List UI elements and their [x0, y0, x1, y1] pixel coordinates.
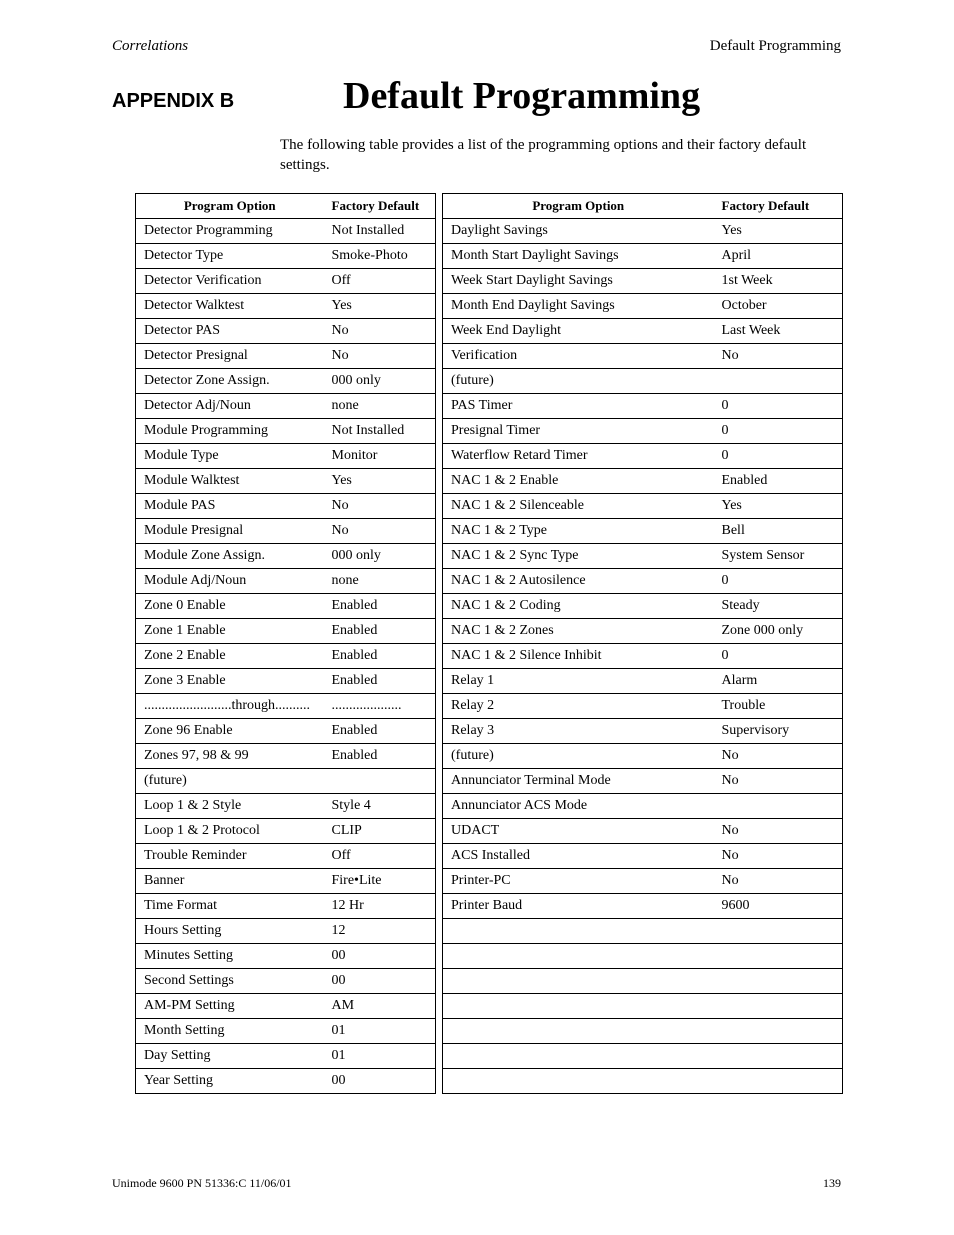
- column-header-factory-default: Factory Default: [324, 194, 436, 219]
- default-cell: No: [324, 319, 436, 344]
- option-cell: Detector Presignal: [136, 344, 324, 369]
- column-divider: [436, 469, 443, 494]
- default-cell: [714, 1044, 843, 1069]
- default-cell: none: [324, 394, 436, 419]
- table-row: [136, 844, 843, 869]
- column-divider: [436, 944, 443, 969]
- option-cell: Month Setting: [136, 1019, 324, 1044]
- option-cell: Presignal Timer: [443, 419, 714, 444]
- default-cell: Not Installed: [324, 219, 436, 244]
- default-cell: October: [714, 294, 843, 319]
- column-divider: [436, 669, 443, 694]
- table-row: [136, 644, 843, 669]
- column-divider: [436, 919, 443, 944]
- default-cell: Trouble: [714, 694, 843, 719]
- default-cell: Yes: [714, 494, 843, 519]
- table-row: [136, 569, 843, 594]
- default-cell: 0: [714, 419, 843, 444]
- default-cell: Style 4: [324, 794, 436, 819]
- option-cell: Detector Adj/Noun: [136, 394, 324, 419]
- default-cell: [714, 794, 843, 819]
- table-row: [136, 944, 843, 969]
- default-cell: Enabled: [324, 644, 436, 669]
- default-cell: No: [714, 744, 843, 769]
- option-cell: Detector Walktest: [136, 294, 324, 319]
- option-cell: Week End Daylight: [443, 319, 714, 344]
- table-row: [136, 594, 843, 619]
- running-header-section: Correlations: [112, 38, 189, 54]
- table-row: [136, 494, 843, 519]
- option-cell: Zone 96 Enable: [136, 719, 324, 744]
- option-cell: Minutes Setting: [136, 944, 324, 969]
- default-cell: 9600: [714, 894, 843, 919]
- option-cell: Module Type: [136, 444, 324, 469]
- option-cell: Loop 1 & 2 Style: [136, 794, 324, 819]
- default-programming-table: [135, 193, 843, 1094]
- option-cell: NAC 1 & 2 Sync Type: [443, 544, 714, 569]
- option-cell: Module Programming: [136, 419, 324, 444]
- column-divider: [436, 894, 443, 919]
- option-cell: Zone 1 Enable: [136, 619, 324, 644]
- default-cell: none: [324, 569, 436, 594]
- table-row: [136, 419, 843, 444]
- column-divider: [436, 369, 443, 394]
- table-row: [136, 1069, 843, 1094]
- option-cell: Time Format: [136, 894, 324, 919]
- option-cell: [443, 1019, 714, 1044]
- option-cell: Daylight Savings: [443, 219, 714, 244]
- option-cell: (future): [443, 369, 714, 394]
- table-row: [136, 369, 843, 394]
- default-cell: 12 Hr: [324, 894, 436, 919]
- option-cell: Annunciator ACS Mode: [443, 794, 714, 819]
- default-cell: Monitor: [324, 444, 436, 469]
- option-cell: Printer Baud: [443, 894, 714, 919]
- column-divider: [436, 519, 443, 544]
- option-cell: Detector Programming: [136, 219, 324, 244]
- default-cell: AM: [324, 994, 436, 1019]
- table-row: [136, 394, 843, 419]
- table-row: [136, 544, 843, 569]
- column-divider: [436, 644, 443, 669]
- default-cell: Not Installed: [324, 419, 436, 444]
- table-row: [136, 444, 843, 469]
- intro-paragraph: The following table provides a list of the programming options and their factory default settings.: [280, 137, 807, 173]
- table-row: [136, 919, 843, 944]
- default-cell: No: [324, 344, 436, 369]
- appendix-label: APPENDIX B: [112, 90, 235, 112]
- option-cell: Module Presignal: [136, 519, 324, 544]
- option-cell: Zones 97, 98 & 99: [136, 744, 324, 769]
- table-row: [136, 969, 843, 994]
- table-row: [136, 294, 843, 319]
- table-row: [136, 244, 843, 269]
- option-cell: Detector PAS: [136, 319, 324, 344]
- option-cell: Module Walktest: [136, 469, 324, 494]
- table-row: [136, 794, 843, 819]
- default-cell: No: [714, 844, 843, 869]
- default-cell: Yes: [324, 294, 436, 319]
- option-cell: Hours Setting: [136, 919, 324, 944]
- column-divider: [436, 969, 443, 994]
- table-row: [136, 1044, 843, 1069]
- default-cell: Steady: [714, 594, 843, 619]
- option-cell: PAS Timer: [443, 394, 714, 419]
- option-cell: [443, 944, 714, 969]
- option-cell: Printer-PC: [443, 869, 714, 894]
- default-cell: Last Week: [714, 319, 843, 344]
- column-divider: [436, 294, 443, 319]
- table-row: [136, 344, 843, 369]
- column-divider: [436, 869, 443, 894]
- default-cell: Yes: [324, 469, 436, 494]
- column-divider: [436, 319, 443, 344]
- table-row: [136, 894, 843, 919]
- option-cell: Waterflow Retard Timer: [443, 444, 714, 469]
- table-row: [136, 269, 843, 294]
- option-cell: NAC 1 & 2 Silenceable: [443, 494, 714, 519]
- default-cell: [714, 969, 843, 994]
- default-cell: Off: [324, 844, 436, 869]
- default-cell: 01: [324, 1019, 436, 1044]
- option-cell: Trouble Reminder: [136, 844, 324, 869]
- column-divider: [436, 219, 443, 244]
- column-divider: [436, 594, 443, 619]
- default-cell: [714, 1069, 843, 1094]
- column-divider: [436, 419, 443, 444]
- default-cell: Smoke-Photo: [324, 244, 436, 269]
- default-cell: [714, 1019, 843, 1044]
- default-cell: Bell: [714, 519, 843, 544]
- column-divider: [436, 769, 443, 794]
- column-divider: [436, 494, 443, 519]
- default-cell: ....................: [324, 694, 436, 719]
- option-cell: Relay 1: [443, 669, 714, 694]
- page-number: 139: [823, 1176, 841, 1190]
- option-cell: [443, 1044, 714, 1069]
- default-cell: 00: [324, 944, 436, 969]
- default-cell: Yes: [714, 219, 843, 244]
- option-cell: NAC 1 & 2 Autosilence: [443, 569, 714, 594]
- option-cell: NAC 1 & 2 Zones: [443, 619, 714, 644]
- option-cell: [443, 919, 714, 944]
- table-row: [136, 319, 843, 344]
- default-cell: April: [714, 244, 843, 269]
- default-cell: [714, 944, 843, 969]
- column-divider: [436, 1044, 443, 1069]
- default-cell: [714, 919, 843, 944]
- default-cell: No: [714, 819, 843, 844]
- option-cell: Banner: [136, 869, 324, 894]
- table-row: [136, 769, 843, 794]
- option-cell: Detector Type: [136, 244, 324, 269]
- running-header-chapter: Default Programming: [709, 38, 841, 54]
- table-row: [136, 744, 843, 769]
- column-divider: [436, 994, 443, 1019]
- default-cell: 0: [714, 444, 843, 469]
- option-cell: Relay 3: [443, 719, 714, 744]
- table-row: [136, 994, 843, 1019]
- column-header-program-option: Program Option: [136, 194, 324, 219]
- column-divider: [436, 394, 443, 419]
- column-divider: [436, 569, 443, 594]
- default-cell: 0: [714, 644, 843, 669]
- column-divider: [436, 844, 443, 869]
- default-cell: Zone 000 only: [714, 619, 843, 644]
- default-cell: No: [324, 519, 436, 544]
- option-cell: (future): [136, 769, 324, 794]
- option-cell: Month End Daylight Savings: [443, 294, 714, 319]
- default-cell: 000 only: [324, 369, 436, 394]
- option-cell: Week Start Daylight Savings: [443, 269, 714, 294]
- option-cell: Zone 2 Enable: [136, 644, 324, 669]
- column-divider: [436, 444, 443, 469]
- column-divider: [436, 744, 443, 769]
- column-divider: [436, 694, 443, 719]
- option-cell: UDACT: [443, 819, 714, 844]
- table-row: [136, 219, 843, 244]
- table-row: [136, 819, 843, 844]
- default-cell: Enabled: [324, 669, 436, 694]
- option-cell: NAC 1 & 2 Silence Inhibit: [443, 644, 714, 669]
- default-cell: Fire•Lite: [324, 869, 436, 894]
- option-cell: ACS Installed: [443, 844, 714, 869]
- column-divider: [436, 344, 443, 369]
- default-cell: 01: [324, 1044, 436, 1069]
- column-divider: [436, 794, 443, 819]
- option-cell: Detector Verification: [136, 269, 324, 294]
- footer-document-info: Unimode 9600 PN 51336:C 11/06/01: [112, 1176, 292, 1190]
- default-cell: 00: [324, 1069, 436, 1094]
- default-cell: Alarm: [714, 669, 843, 694]
- option-cell: Zone 0 Enable: [136, 594, 324, 619]
- column-divider: [436, 194, 443, 219]
- default-cell: Supervisory: [714, 719, 843, 744]
- column-divider: [436, 619, 443, 644]
- default-cell: 0: [714, 569, 843, 594]
- default-cell: 000 only: [324, 544, 436, 569]
- column-divider: [436, 719, 443, 744]
- option-cell: [443, 994, 714, 1019]
- default-cell: 0: [714, 394, 843, 419]
- option-cell: Annunciator Terminal Mode: [443, 769, 714, 794]
- default-cell: No: [324, 494, 436, 519]
- option-cell: Day Setting: [136, 1044, 324, 1069]
- default-cell: Enabled: [324, 619, 436, 644]
- default-cell: [714, 369, 843, 394]
- option-cell: Module PAS: [136, 494, 324, 519]
- option-cell: Second Settings: [136, 969, 324, 994]
- option-cell: .........................through..........: [136, 694, 324, 719]
- table-row: [136, 519, 843, 544]
- option-cell: Module Zone Assign.: [136, 544, 324, 569]
- option-cell: Month Start Daylight Savings: [443, 244, 714, 269]
- default-cell: Enabled: [324, 594, 436, 619]
- table-row: [136, 619, 843, 644]
- column-divider: [436, 819, 443, 844]
- table-row: [136, 669, 843, 694]
- default-cell: 1st Week: [714, 269, 843, 294]
- table-row: [136, 469, 843, 494]
- table-row: [136, 869, 843, 894]
- column-divider: [436, 269, 443, 294]
- default-cell: CLIP: [324, 819, 436, 844]
- option-cell: Zone 3 Enable: [136, 669, 324, 694]
- page-title: Default Programming: [343, 75, 701, 117]
- option-cell: Module Adj/Noun: [136, 569, 324, 594]
- table-row: [136, 1019, 843, 1044]
- option-cell: [443, 1069, 714, 1094]
- default-cell: 00: [324, 969, 436, 994]
- table-row: [136, 719, 843, 744]
- default-cell: Off: [324, 269, 436, 294]
- option-cell: Loop 1 & 2 Protocol: [136, 819, 324, 844]
- table-row: [136, 694, 843, 719]
- default-cell: Enabled: [324, 719, 436, 744]
- default-cell: Enabled: [714, 469, 843, 494]
- default-cell: Enabled: [324, 744, 436, 769]
- option-cell: (future): [443, 744, 714, 769]
- default-cell: No: [714, 344, 843, 369]
- option-cell: Verification: [443, 344, 714, 369]
- option-cell: AM-PM Setting: [136, 994, 324, 1019]
- option-cell: Relay 2: [443, 694, 714, 719]
- default-cell: System Sensor: [714, 544, 843, 569]
- default-cell: [714, 994, 843, 1019]
- default-cell: No: [714, 769, 843, 794]
- column-divider: [436, 1069, 443, 1094]
- option-cell: NAC 1 & 2 Type: [443, 519, 714, 544]
- column-divider: [436, 1019, 443, 1044]
- option-cell: Detector Zone Assign.: [136, 369, 324, 394]
- column-divider: [436, 244, 443, 269]
- option-cell: Year Setting: [136, 1069, 324, 1094]
- default-cell: No: [714, 869, 843, 894]
- option-cell: NAC 1 & 2 Coding: [443, 594, 714, 619]
- column-divider: [436, 544, 443, 569]
- column-header-factory-default: Factory Default: [714, 194, 843, 219]
- default-cell: 12: [324, 919, 436, 944]
- column-header-program-option: Program Option: [443, 194, 714, 219]
- option-cell: [443, 969, 714, 994]
- table-header-row: [136, 194, 843, 219]
- default-cell: [324, 769, 436, 794]
- table-body: [136, 219, 843, 1094]
- option-cell: NAC 1 & 2 Enable: [443, 469, 714, 494]
